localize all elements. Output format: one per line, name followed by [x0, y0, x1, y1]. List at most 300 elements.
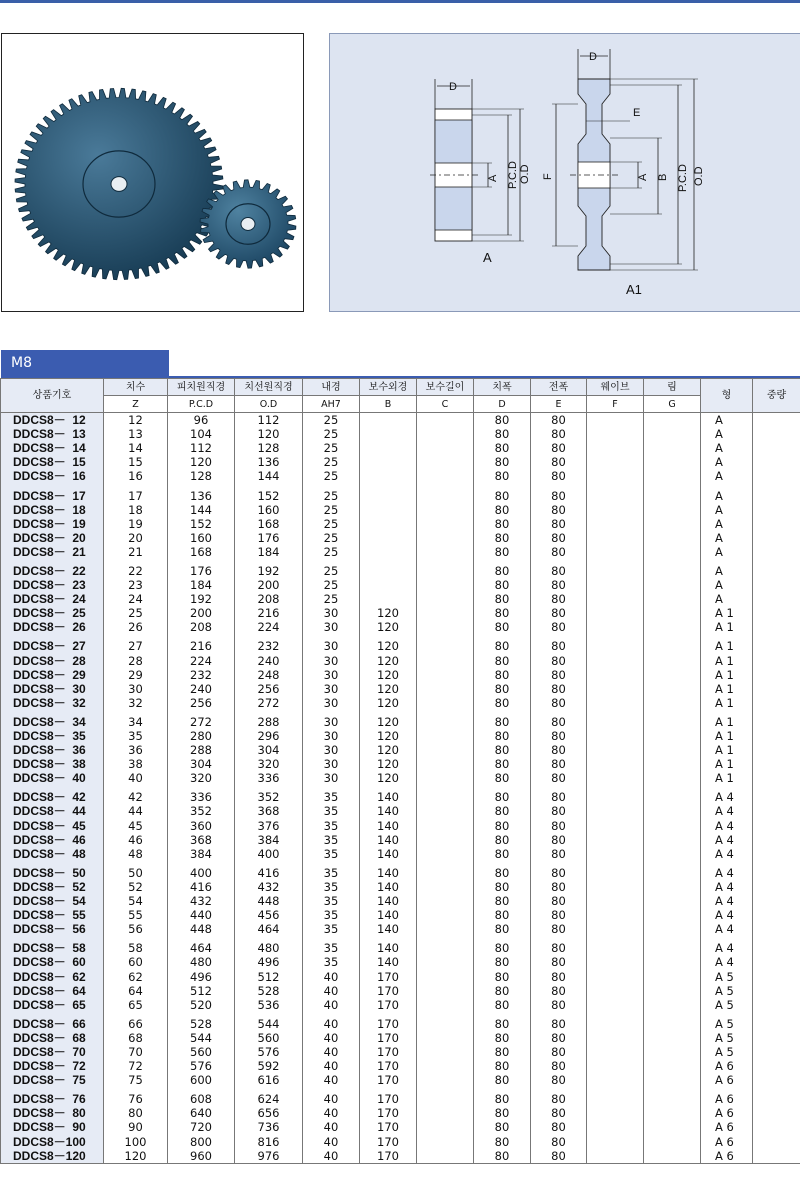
cell-od: 296 — [235, 729, 303, 743]
cell-g — [644, 757, 701, 771]
cell-pcd: 496 — [168, 969, 235, 983]
col-header-4: 내경 — [303, 379, 360, 396]
cell-f — [587, 592, 644, 606]
cell-z: 45 — [104, 819, 168, 833]
table-row — [1, 936, 800, 955]
cell-f — [587, 804, 644, 818]
cell-w — [753, 503, 800, 517]
cell-d: 80 — [474, 894, 531, 908]
cell-z: 27 — [104, 634, 168, 653]
cell-d: 80 — [474, 1031, 531, 1045]
cell-g — [644, 483, 701, 502]
cell-code: DDCS8－ 46 — [1, 833, 104, 847]
cell-od: 592 — [235, 1059, 303, 1073]
table-row — [1, 668, 800, 682]
table-row — [1, 1149, 800, 1164]
col-subheader-7: E — [531, 396, 587, 413]
cell-w — [753, 743, 800, 757]
cell-g — [644, 545, 701, 559]
cell-f — [587, 757, 644, 771]
cell-c — [417, 861, 474, 880]
cell-pcd: 400 — [168, 861, 235, 880]
cell-c — [417, 922, 474, 936]
cell-e: 80 — [531, 545, 587, 559]
type-a-drawing — [430, 79, 531, 265]
cell-d: 80 — [474, 592, 531, 606]
table-row — [1, 1120, 800, 1134]
cell-c — [417, 517, 474, 531]
top-rule — [0, 0, 800, 3]
table-row — [1, 531, 800, 545]
cell-w — [753, 592, 800, 606]
cell-g — [644, 833, 701, 847]
cell-e: 80 — [531, 729, 587, 743]
cell-z: 70 — [104, 1045, 168, 1059]
cell-code: DDCS8－ 18 — [1, 503, 104, 517]
cell-g — [644, 517, 701, 531]
cell-b: 170 — [360, 1106, 417, 1120]
cell-code: DDCS8－ 26 — [1, 620, 104, 634]
cell-z: 24 — [104, 592, 168, 606]
cell-bore: 30 — [303, 696, 360, 710]
cell-pcd: 512 — [168, 984, 235, 998]
cell-g — [644, 634, 701, 653]
cell-e: 80 — [531, 1106, 587, 1120]
cell-pcd: 192 — [168, 592, 235, 606]
cell-w — [753, 483, 800, 502]
cell-g — [644, 1149, 701, 1164]
cell-code: DDCS8－ 19 — [1, 517, 104, 531]
cell-pcd: 200 — [168, 606, 235, 620]
cell-type: A 4 — [701, 894, 753, 908]
cell-c — [417, 743, 474, 757]
cell-type: A 5 — [701, 984, 753, 998]
cell-pcd: 120 — [168, 455, 235, 469]
cell-bore: 30 — [303, 757, 360, 771]
cell-type: A 4 — [701, 804, 753, 818]
cell-code: DDCS8－ 58 — [1, 936, 104, 955]
cell-bore: 35 — [303, 847, 360, 861]
cell-od: 256 — [235, 682, 303, 696]
col-subheader-3: AH7 — [303, 396, 360, 413]
cell-code: DDCS8－120 — [1, 1149, 104, 1164]
cell-f — [587, 1087, 644, 1106]
table-row — [1, 503, 800, 517]
cell-type: A 4 — [701, 847, 753, 861]
cell-bore: 25 — [303, 427, 360, 441]
col-subheader-0: Z — [104, 396, 168, 413]
cell-z: 22 — [104, 559, 168, 578]
cell-f — [587, 427, 644, 441]
cell-e: 80 — [531, 682, 587, 696]
cell-z: 21 — [104, 545, 168, 559]
cell-pcd: 352 — [168, 804, 235, 818]
cell-z: 30 — [104, 682, 168, 696]
cell-g — [644, 531, 701, 545]
cell-f — [587, 955, 644, 969]
col-subheader-4: B — [360, 396, 417, 413]
cell-f — [587, 668, 644, 682]
cell-f — [587, 861, 644, 880]
cell-od: 336 — [235, 771, 303, 785]
cell-od: 168 — [235, 517, 303, 531]
cell-pcd: 240 — [168, 682, 235, 696]
cell-type: A 6 — [701, 1149, 753, 1164]
cell-w — [753, 847, 800, 861]
cell-od: 536 — [235, 998, 303, 1012]
label-e: E — [633, 107, 641, 119]
table-row — [1, 578, 800, 592]
cell-b: 120 — [360, 710, 417, 729]
cell-d: 80 — [474, 682, 531, 696]
cell-z: 75 — [104, 1073, 168, 1087]
cell-f — [587, 620, 644, 634]
cell-f — [587, 503, 644, 517]
cell-pcd: 432 — [168, 894, 235, 908]
cell-e: 80 — [531, 1149, 587, 1164]
cell-bore: 35 — [303, 880, 360, 894]
cell-e: 80 — [531, 1120, 587, 1134]
cell-c — [417, 833, 474, 847]
cell-g — [644, 880, 701, 894]
cell-f — [587, 1012, 644, 1031]
col-header-6: 보수길이 — [417, 379, 474, 396]
cell-e: 80 — [531, 922, 587, 936]
cell-b: 140 — [360, 861, 417, 880]
cell-b — [360, 455, 417, 469]
cell-g — [644, 682, 701, 696]
cell-c — [417, 668, 474, 682]
cell-type: A 5 — [701, 1012, 753, 1031]
cell-d: 80 — [474, 743, 531, 757]
cell-od: 528 — [235, 984, 303, 998]
cell-w — [753, 955, 800, 969]
cell-w — [753, 804, 800, 818]
cell-c — [417, 455, 474, 469]
cell-f — [587, 578, 644, 592]
cell-pcd: 480 — [168, 955, 235, 969]
cell-g — [644, 578, 701, 592]
cell-b: 140 — [360, 908, 417, 922]
col-header-12: 중량 — [753, 379, 800, 413]
cell-z: 56 — [104, 922, 168, 936]
col-header-11: 형 — [701, 379, 753, 413]
cell-z: 55 — [104, 908, 168, 922]
cell-od: 176 — [235, 531, 303, 545]
table-row — [1, 819, 800, 833]
cell-pcd: 272 — [168, 710, 235, 729]
cell-w — [753, 880, 800, 894]
cell-bore: 35 — [303, 936, 360, 955]
cell-e: 80 — [531, 668, 587, 682]
cell-pcd: 416 — [168, 880, 235, 894]
cell-type: A 1 — [701, 771, 753, 785]
cell-code: DDCS8－ 12 — [1, 413, 104, 428]
cell-w — [753, 1087, 800, 1106]
cell-g — [644, 819, 701, 833]
cell-b: 170 — [360, 1135, 417, 1149]
cell-bore: 25 — [303, 531, 360, 545]
cell-d: 80 — [474, 1120, 531, 1134]
cell-b: 120 — [360, 682, 417, 696]
cell-c — [417, 531, 474, 545]
cell-z: 68 — [104, 1031, 168, 1045]
cell-od: 352 — [235, 785, 303, 804]
cell-f — [587, 517, 644, 531]
cell-b: 120 — [360, 743, 417, 757]
cell-f — [587, 1045, 644, 1059]
cell-od: 512 — [235, 969, 303, 983]
cell-c — [417, 819, 474, 833]
section-tab-m8: M8 — [1, 350, 169, 377]
cell-z: 52 — [104, 880, 168, 894]
cell-pcd: 368 — [168, 833, 235, 847]
cell-code: DDCS8－ 56 — [1, 922, 104, 936]
cell-z: 44 — [104, 804, 168, 818]
cell-code: DDCS8－ 65 — [1, 998, 104, 1012]
cell-code: DDCS8－ 16 — [1, 469, 104, 483]
cell-b: 120 — [360, 654, 417, 668]
cell-bore: 25 — [303, 578, 360, 592]
cell-w — [753, 531, 800, 545]
cell-type: A 1 — [701, 682, 753, 696]
cell-code: DDCS8－ 60 — [1, 955, 104, 969]
cell-type: A 1 — [701, 634, 753, 653]
cell-pcd: 336 — [168, 785, 235, 804]
cell-e: 80 — [531, 1045, 587, 1059]
cell-g — [644, 559, 701, 578]
col-subheader-9: G — [644, 396, 701, 413]
cell-code: DDCS8－ 32 — [1, 696, 104, 710]
cell-d: 80 — [474, 1106, 531, 1120]
cell-c — [417, 634, 474, 653]
cell-pcd: 560 — [168, 1045, 235, 1059]
cell-c — [417, 620, 474, 634]
cell-g — [644, 729, 701, 743]
cell-type: A 5 — [701, 1045, 753, 1059]
cell-d: 80 — [474, 880, 531, 894]
cell-bore: 40 — [303, 1031, 360, 1045]
cell-w — [753, 757, 800, 771]
gear-photo — [1, 33, 304, 312]
cell-code: DDCS8－ 13 — [1, 427, 104, 441]
cell-b: 120 — [360, 668, 417, 682]
cell-c — [417, 592, 474, 606]
cell-code: DDCS8－ 66 — [1, 1012, 104, 1031]
cell-bore: 35 — [303, 785, 360, 804]
cell-code: DDCS8－ 23 — [1, 578, 104, 592]
cell-c — [417, 757, 474, 771]
cell-od: 816 — [235, 1135, 303, 1149]
cell-d: 80 — [474, 1012, 531, 1031]
cell-code: DDCS8－ 20 — [1, 531, 104, 545]
cell-d: 80 — [474, 984, 531, 998]
cell-c — [417, 936, 474, 955]
cell-f — [587, 654, 644, 668]
cell-z: 17 — [104, 483, 168, 502]
cell-g — [644, 1106, 701, 1120]
cell-z: 76 — [104, 1087, 168, 1106]
cell-f — [587, 696, 644, 710]
cell-z: 14 — [104, 441, 168, 455]
cell-w — [753, 517, 800, 531]
cell-bore: 25 — [303, 545, 360, 559]
cell-code: DDCS8－ 90 — [1, 1120, 104, 1134]
cell-b: 120 — [360, 771, 417, 785]
cell-c — [417, 1012, 474, 1031]
cell-bore: 25 — [303, 469, 360, 483]
cell-code: DDCS8－ 28 — [1, 654, 104, 668]
cell-w — [753, 785, 800, 804]
table-row — [1, 743, 800, 757]
table-row — [1, 1012, 800, 1031]
cell-f — [587, 1059, 644, 1073]
cell-b: 140 — [360, 894, 417, 908]
cell-bore: 30 — [303, 634, 360, 653]
label-pcd-right: P.C.D — [677, 164, 689, 192]
cell-type: A — [701, 483, 753, 502]
cell-od: 376 — [235, 819, 303, 833]
cell-code: DDCS8－ 17 — [1, 483, 104, 502]
cell-d: 80 — [474, 545, 531, 559]
cell-b: 140 — [360, 936, 417, 955]
cell-bore: 35 — [303, 908, 360, 922]
cell-bore: 30 — [303, 771, 360, 785]
table-row — [1, 908, 800, 922]
cell-type: A — [701, 592, 753, 606]
cell-b: 120 — [360, 757, 417, 771]
cell-e: 80 — [531, 592, 587, 606]
cell-d: 80 — [474, 998, 531, 1012]
cell-type: A 4 — [701, 955, 753, 969]
cell-g — [644, 503, 701, 517]
cell-f — [587, 710, 644, 729]
cell-pcd: 144 — [168, 503, 235, 517]
cell-f — [587, 969, 644, 983]
cell-bore: 35 — [303, 804, 360, 818]
cell-z: 48 — [104, 847, 168, 861]
table-row — [1, 785, 800, 804]
cell-b: 140 — [360, 804, 417, 818]
cell-w — [753, 1135, 800, 1149]
col-subheader-8: F — [587, 396, 644, 413]
cell-z: 80 — [104, 1106, 168, 1120]
cell-w — [753, 578, 800, 592]
cell-d: 80 — [474, 531, 531, 545]
cell-e: 80 — [531, 998, 587, 1012]
cell-g — [644, 1120, 701, 1134]
cell-od: 656 — [235, 1106, 303, 1120]
cell-f — [587, 1106, 644, 1120]
cell-bore: 35 — [303, 894, 360, 908]
cell-od: 456 — [235, 908, 303, 922]
cell-pcd: 448 — [168, 922, 235, 936]
cell-b — [360, 545, 417, 559]
cell-z: 46 — [104, 833, 168, 847]
cell-c — [417, 710, 474, 729]
cell-f — [587, 1120, 644, 1134]
cell-w — [753, 668, 800, 682]
cell-e: 80 — [531, 984, 587, 998]
cell-e: 80 — [531, 483, 587, 502]
table-row — [1, 634, 800, 653]
cell-w — [753, 908, 800, 922]
col-header-10: 림 — [644, 379, 701, 396]
cell-g — [644, 785, 701, 804]
table-row — [1, 483, 800, 502]
cell-f — [587, 894, 644, 908]
cell-g — [644, 1135, 701, 1149]
cell-b — [360, 441, 417, 455]
cell-pcd: 384 — [168, 847, 235, 861]
cell-w — [753, 984, 800, 998]
cell-w — [753, 545, 800, 559]
cell-c — [417, 578, 474, 592]
col-header-8: 전폭 — [531, 379, 587, 396]
cell-type: A 5 — [701, 1031, 753, 1045]
cell-g — [644, 620, 701, 634]
cell-type: A 6 — [701, 1120, 753, 1134]
label-od-right: O.D — [693, 166, 705, 186]
cell-pcd: 104 — [168, 427, 235, 441]
cell-g — [644, 984, 701, 998]
cell-b: 170 — [360, 1120, 417, 1134]
cell-type: A 4 — [701, 908, 753, 922]
cell-g — [644, 1031, 701, 1045]
cell-od: 384 — [235, 833, 303, 847]
cell-type: A 1 — [701, 654, 753, 668]
cell-g — [644, 998, 701, 1012]
cell-d: 80 — [474, 1087, 531, 1106]
cell-type: A 1 — [701, 606, 753, 620]
col-header-0: 상품기호 — [1, 379, 104, 413]
caption-type-a: A — [483, 250, 492, 265]
cell-d: 80 — [474, 668, 531, 682]
cell-f — [587, 606, 644, 620]
cell-b: 140 — [360, 847, 417, 861]
cell-c — [417, 483, 474, 502]
cell-b: 140 — [360, 922, 417, 936]
cell-z: 100 — [104, 1135, 168, 1149]
cell-f — [587, 743, 644, 757]
cell-c — [417, 1135, 474, 1149]
cell-type: A 4 — [701, 922, 753, 936]
cell-pcd: 464 — [168, 936, 235, 955]
cell-od: 272 — [235, 696, 303, 710]
col-header-5: 보수외경 — [360, 379, 417, 396]
cell-d: 80 — [474, 606, 531, 620]
cell-z: 120 — [104, 1149, 168, 1164]
cell-bore: 40 — [303, 984, 360, 998]
cell-od: 616 — [235, 1073, 303, 1087]
cell-e: 80 — [531, 1073, 587, 1087]
cell-bore: 40 — [303, 1106, 360, 1120]
table-row — [1, 1087, 800, 1106]
cell-code: DDCS8－ 30 — [1, 682, 104, 696]
cell-d: 80 — [474, 757, 531, 771]
cell-type: A 1 — [701, 696, 753, 710]
table-row — [1, 413, 800, 428]
cell-code: DDCS8－ 42 — [1, 785, 104, 804]
cell-code: DDCS8－ 14 — [1, 441, 104, 455]
cell-f — [587, 984, 644, 998]
cell-z: 15 — [104, 455, 168, 469]
cell-g — [644, 654, 701, 668]
label-f: F — [542, 173, 554, 180]
col-header-9: 웨이브 — [587, 379, 644, 396]
cell-d: 80 — [474, 729, 531, 743]
cell-bore: 35 — [303, 922, 360, 936]
